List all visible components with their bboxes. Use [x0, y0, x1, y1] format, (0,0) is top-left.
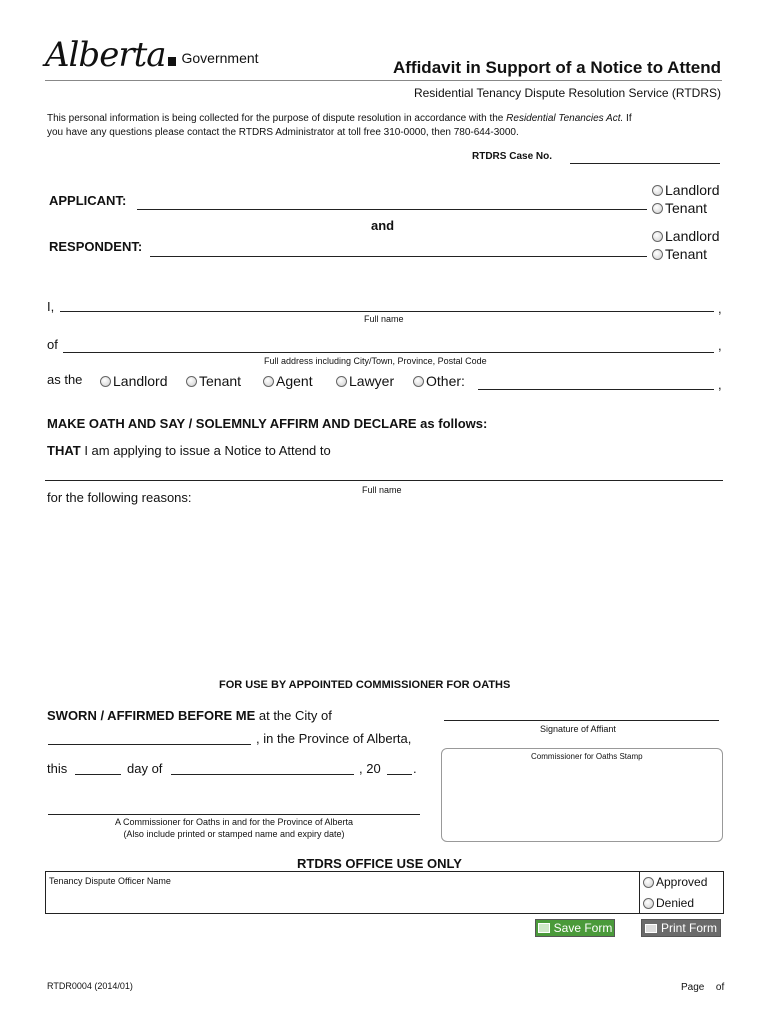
- radio-label: Tenant: [199, 373, 242, 389]
- logo-wordmark: Alberta: [45, 35, 166, 75]
- radio-icon: [643, 898, 654, 909]
- save-form-label: Save Form: [553, 921, 613, 935]
- notice-recipient-field[interactable]: [45, 480, 723, 481]
- signature-caption: Signature of Affiant: [540, 724, 616, 734]
- radio-label: Landlord: [113, 373, 168, 389]
- radio-label: Landlord: [665, 228, 720, 244]
- full-name-caption: Full name: [364, 314, 404, 324]
- year-label: , 20: [359, 761, 381, 776]
- commissioner-heading: FOR USE BY APPOINTED COMMISSIONER FOR OATHS: [219, 679, 511, 691]
- form-code: RTDR0004 (2014/01): [47, 981, 133, 991]
- and-label: and: [371, 218, 395, 233]
- respondent-tenant-radio[interactable]: [652, 246, 707, 262]
- comma-1: ,: [718, 301, 722, 316]
- radio-label: Lawyer: [349, 373, 395, 389]
- privacy-notice: [47, 112, 727, 140]
- role-other-radio[interactable]: [413, 373, 465, 389]
- role-tenant-radio[interactable]: [186, 373, 241, 389]
- office-use-box: [45, 871, 724, 914]
- that-statement: [47, 443, 331, 458]
- period: .: [413, 761, 417, 776]
- applicant-tenant-radio[interactable]: [652, 200, 707, 216]
- of-label: of: [47, 337, 58, 352]
- radio-label: Agent: [276, 373, 313, 389]
- respondent-field[interactable]: [150, 256, 647, 257]
- print-form-button[interactable]: [641, 919, 721, 937]
- this-label: this: [47, 761, 68, 776]
- respondent-label: RESPONDENT:: [49, 239, 143, 254]
- applicant-label: APPLICANT:: [49, 193, 127, 208]
- of-label: of: [715, 982, 725, 993]
- logo-government: Government: [181, 50, 259, 66]
- radio-icon: [652, 231, 663, 242]
- province-label: , in the Province of Alberta,: [256, 731, 412, 746]
- commissioner-caption: [48, 816, 420, 840]
- sworn-statement: [47, 708, 332, 723]
- radio-icon: [652, 249, 663, 260]
- act-name: Residential Tenancies Act.: [506, 113, 624, 124]
- radio-label: Tenant: [665, 246, 708, 262]
- role-lawyer-radio[interactable]: [336, 373, 394, 389]
- as-the-label: as the: [47, 372, 83, 387]
- radio-label: Approved: [656, 875, 708, 889]
- logo-mark-icon: [168, 57, 176, 66]
- officer-name-field[interactable]: [46, 872, 640, 913]
- header-rule: [45, 80, 722, 81]
- address-caption: Full address including City/Town, Province, Postal Code: [264, 356, 487, 366]
- radio-icon: [652, 185, 663, 196]
- commissioner-caption-1: A Commissioner for Oaths in and for the Province of Alberta: [114, 817, 354, 827]
- radio-label: Landlord: [665, 182, 720, 198]
- privacy-text-1: This personal information is being collected for the purpose of dispute resolution in accordance with the: [47, 113, 507, 124]
- year-field[interactable]: [387, 774, 412, 775]
- service-name: Residential Tenancy Dispute Resolution Service (RTDRS): [413, 86, 721, 100]
- radio-icon: [643, 877, 654, 888]
- privacy-text-2: If: [623, 113, 632, 124]
- print-icon: [645, 924, 657, 933]
- recipient-caption: Full name: [362, 485, 402, 495]
- sworn-label: SWORN / AFFIRMED BEFORE ME: [47, 708, 256, 723]
- case-no-label: RTDRS Case No.: [472, 151, 553, 162]
- day-of-label: day of: [127, 761, 163, 776]
- radio-label: Tenant: [665, 200, 708, 216]
- city-field[interactable]: [48, 744, 251, 745]
- privacy-text-3: you have any questions please contact the RTDRS Administrator at toll free 310-0000, then 780-644-3000.: [47, 127, 519, 138]
- page-label: Page: [681, 982, 705, 993]
- other-role-field[interactable]: [478, 389, 714, 390]
- commissioner-stamp-box[interactable]: [441, 748, 723, 842]
- stamp-caption: Commissioner for Oaths Stamp: [531, 752, 643, 761]
- page-number: [681, 982, 724, 993]
- radio-icon: [336, 376, 347, 387]
- reasons-textarea[interactable]: [45, 508, 723, 668]
- radio-icon: [652, 203, 663, 214]
- approved-radio[interactable]: [643, 875, 707, 889]
- full-name-field[interactable]: [60, 311, 714, 312]
- print-form-label: Print Form: [660, 921, 717, 935]
- officer-name-label: Tenancy Dispute Officer Name: [49, 876, 171, 886]
- address-field[interactable]: [63, 352, 714, 353]
- role-agent-radio[interactable]: [263, 373, 313, 389]
- city-label: at the City of: [255, 708, 332, 723]
- oath-heading: MAKE OATH AND SAY / SOLEMNLY AFFIRM AND DECLARE as follows:: [47, 416, 488, 431]
- role-landlord-radio[interactable]: [100, 373, 168, 389]
- respondent-landlord-radio[interactable]: [652, 228, 720, 244]
- commissioner-name-field[interactable]: [48, 814, 420, 815]
- radio-icon: [100, 376, 111, 387]
- save-icon: [538, 923, 550, 933]
- day-field[interactable]: [75, 774, 121, 775]
- alberta-logo: [45, 35, 259, 75]
- that-text: I am applying to issue a Notice to Attend to: [80, 443, 331, 458]
- page-title: Affidavit in Support of a Notice to Attend: [392, 58, 721, 77]
- radio-icon: [413, 376, 424, 387]
- radio-icon: [263, 376, 274, 387]
- applicant-landlord-radio[interactable]: [652, 182, 720, 198]
- commissioner-caption-2: (Also include printed or stamped name and expiry date): [123, 829, 345, 839]
- i-label: I,: [47, 299, 55, 314]
- save-form-button[interactable]: [535, 919, 615, 937]
- month-field[interactable]: [171, 774, 354, 775]
- affiant-signature-field[interactable]: [444, 720, 719, 721]
- comma-3: ,: [718, 377, 722, 392]
- radio-label: Denied: [656, 896, 695, 910]
- comma-2: ,: [718, 338, 722, 353]
- radio-label: Other:: [426, 373, 465, 389]
- applicant-field[interactable]: [137, 209, 647, 210]
- that-label: THAT: [47, 443, 81, 458]
- case-no-field[interactable]: [570, 163, 720, 164]
- radio-icon: [186, 376, 197, 387]
- denied-radio[interactable]: [643, 896, 694, 910]
- office-heading: RTDRS OFFICE USE ONLY: [297, 856, 462, 871]
- reasons-label: for the following reasons:: [47, 490, 192, 505]
